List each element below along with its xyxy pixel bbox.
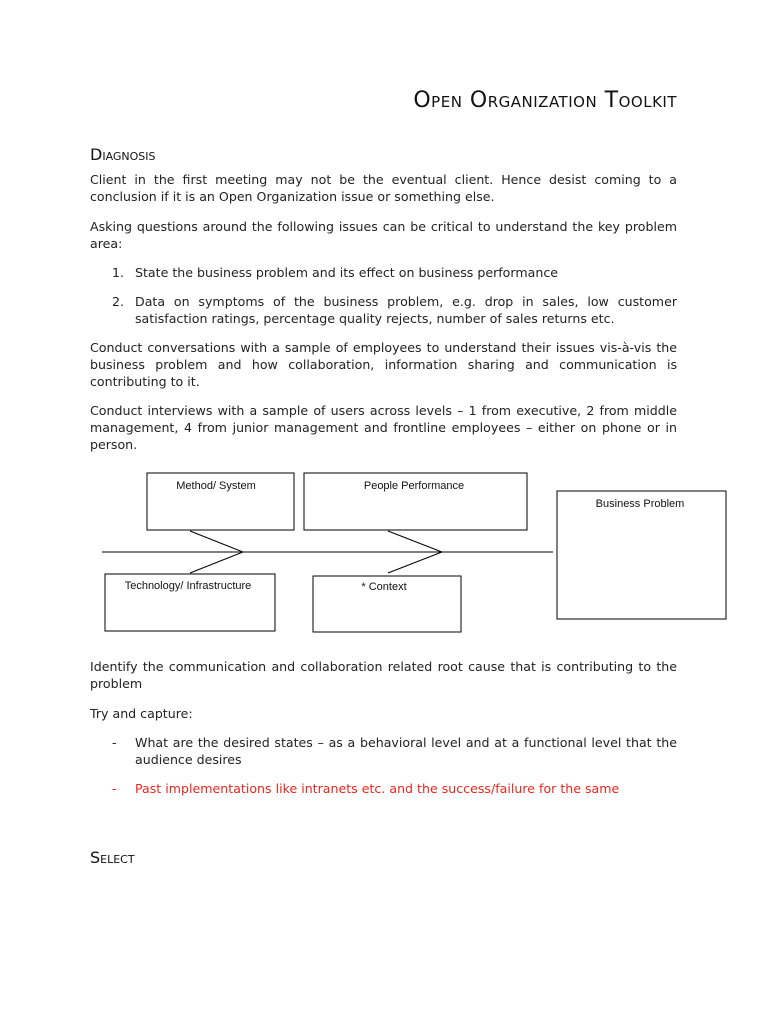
section-heading-diagnosis: Diagnosis: [90, 145, 156, 164]
list-marker: -: [112, 735, 117, 750]
paragraph-try-capture: Try and capture:: [90, 706, 193, 721]
business-problem-box: [557, 491, 726, 619]
business-problem-label: Business Problem: [595, 498, 685, 510]
method-system-label: Method/ System: [176, 480, 256, 492]
list-marker: 2.: [112, 294, 125, 309]
paragraph-intro: Client in the first meeting may not be the eventual client. Hence desist coming to a conclusion if it is an Open Organization issue or something else.: [90, 172, 677, 204]
paragraph-interviews: Conduct interviews with a sample of users across levels – 1 from executive, 2 from middle management, 4 from junior management and frontline employees – either on phone or in person.: [90, 403, 677, 452]
people-performance-label: People Performance: [363, 480, 465, 492]
list-item-text: State the business problem and its effect on business performance: [135, 265, 558, 280]
list-marker: 1.: [112, 265, 125, 280]
list-item-text: Data on symptoms of the business problem, e.g. drop in sales, low customer satisfaction ratings, percentage quality rejects, number of sales returns etc.: [135, 294, 677, 326]
section-heading-select: Select: [90, 848, 135, 867]
page-title: Open Organization Toolkit: [413, 88, 677, 113]
technology-infrastructure-label: Technology/ Infrastructure: [124, 580, 252, 592]
paragraph-identify: Identify the communication and collaboration related root cause that is contributing to the problem: [90, 659, 677, 691]
list-item-text: Past implementations like intranets etc. and the success/failure for the same: [135, 781, 620, 796]
bullet-list-item: [90, 734, 677, 768]
bullet-list-item-highlighted: [90, 780, 677, 797]
context-label: * Context: [361, 581, 407, 593]
list-item-text: What are the desired states – as a behavioral level and at a functional level that the audience desires: [135, 735, 677, 767]
paragraph-conversations: Conduct conversations with a sample of employees to understand their issues vis-à-vis the business problem and how collaboration, information sharing and communication is contributing to it.: [90, 340, 677, 389]
paragraph-questions-intro: Asking questions around the following issues can be critical to understand the key problem area:: [90, 219, 677, 251]
list-marker: -: [112, 781, 117, 796]
